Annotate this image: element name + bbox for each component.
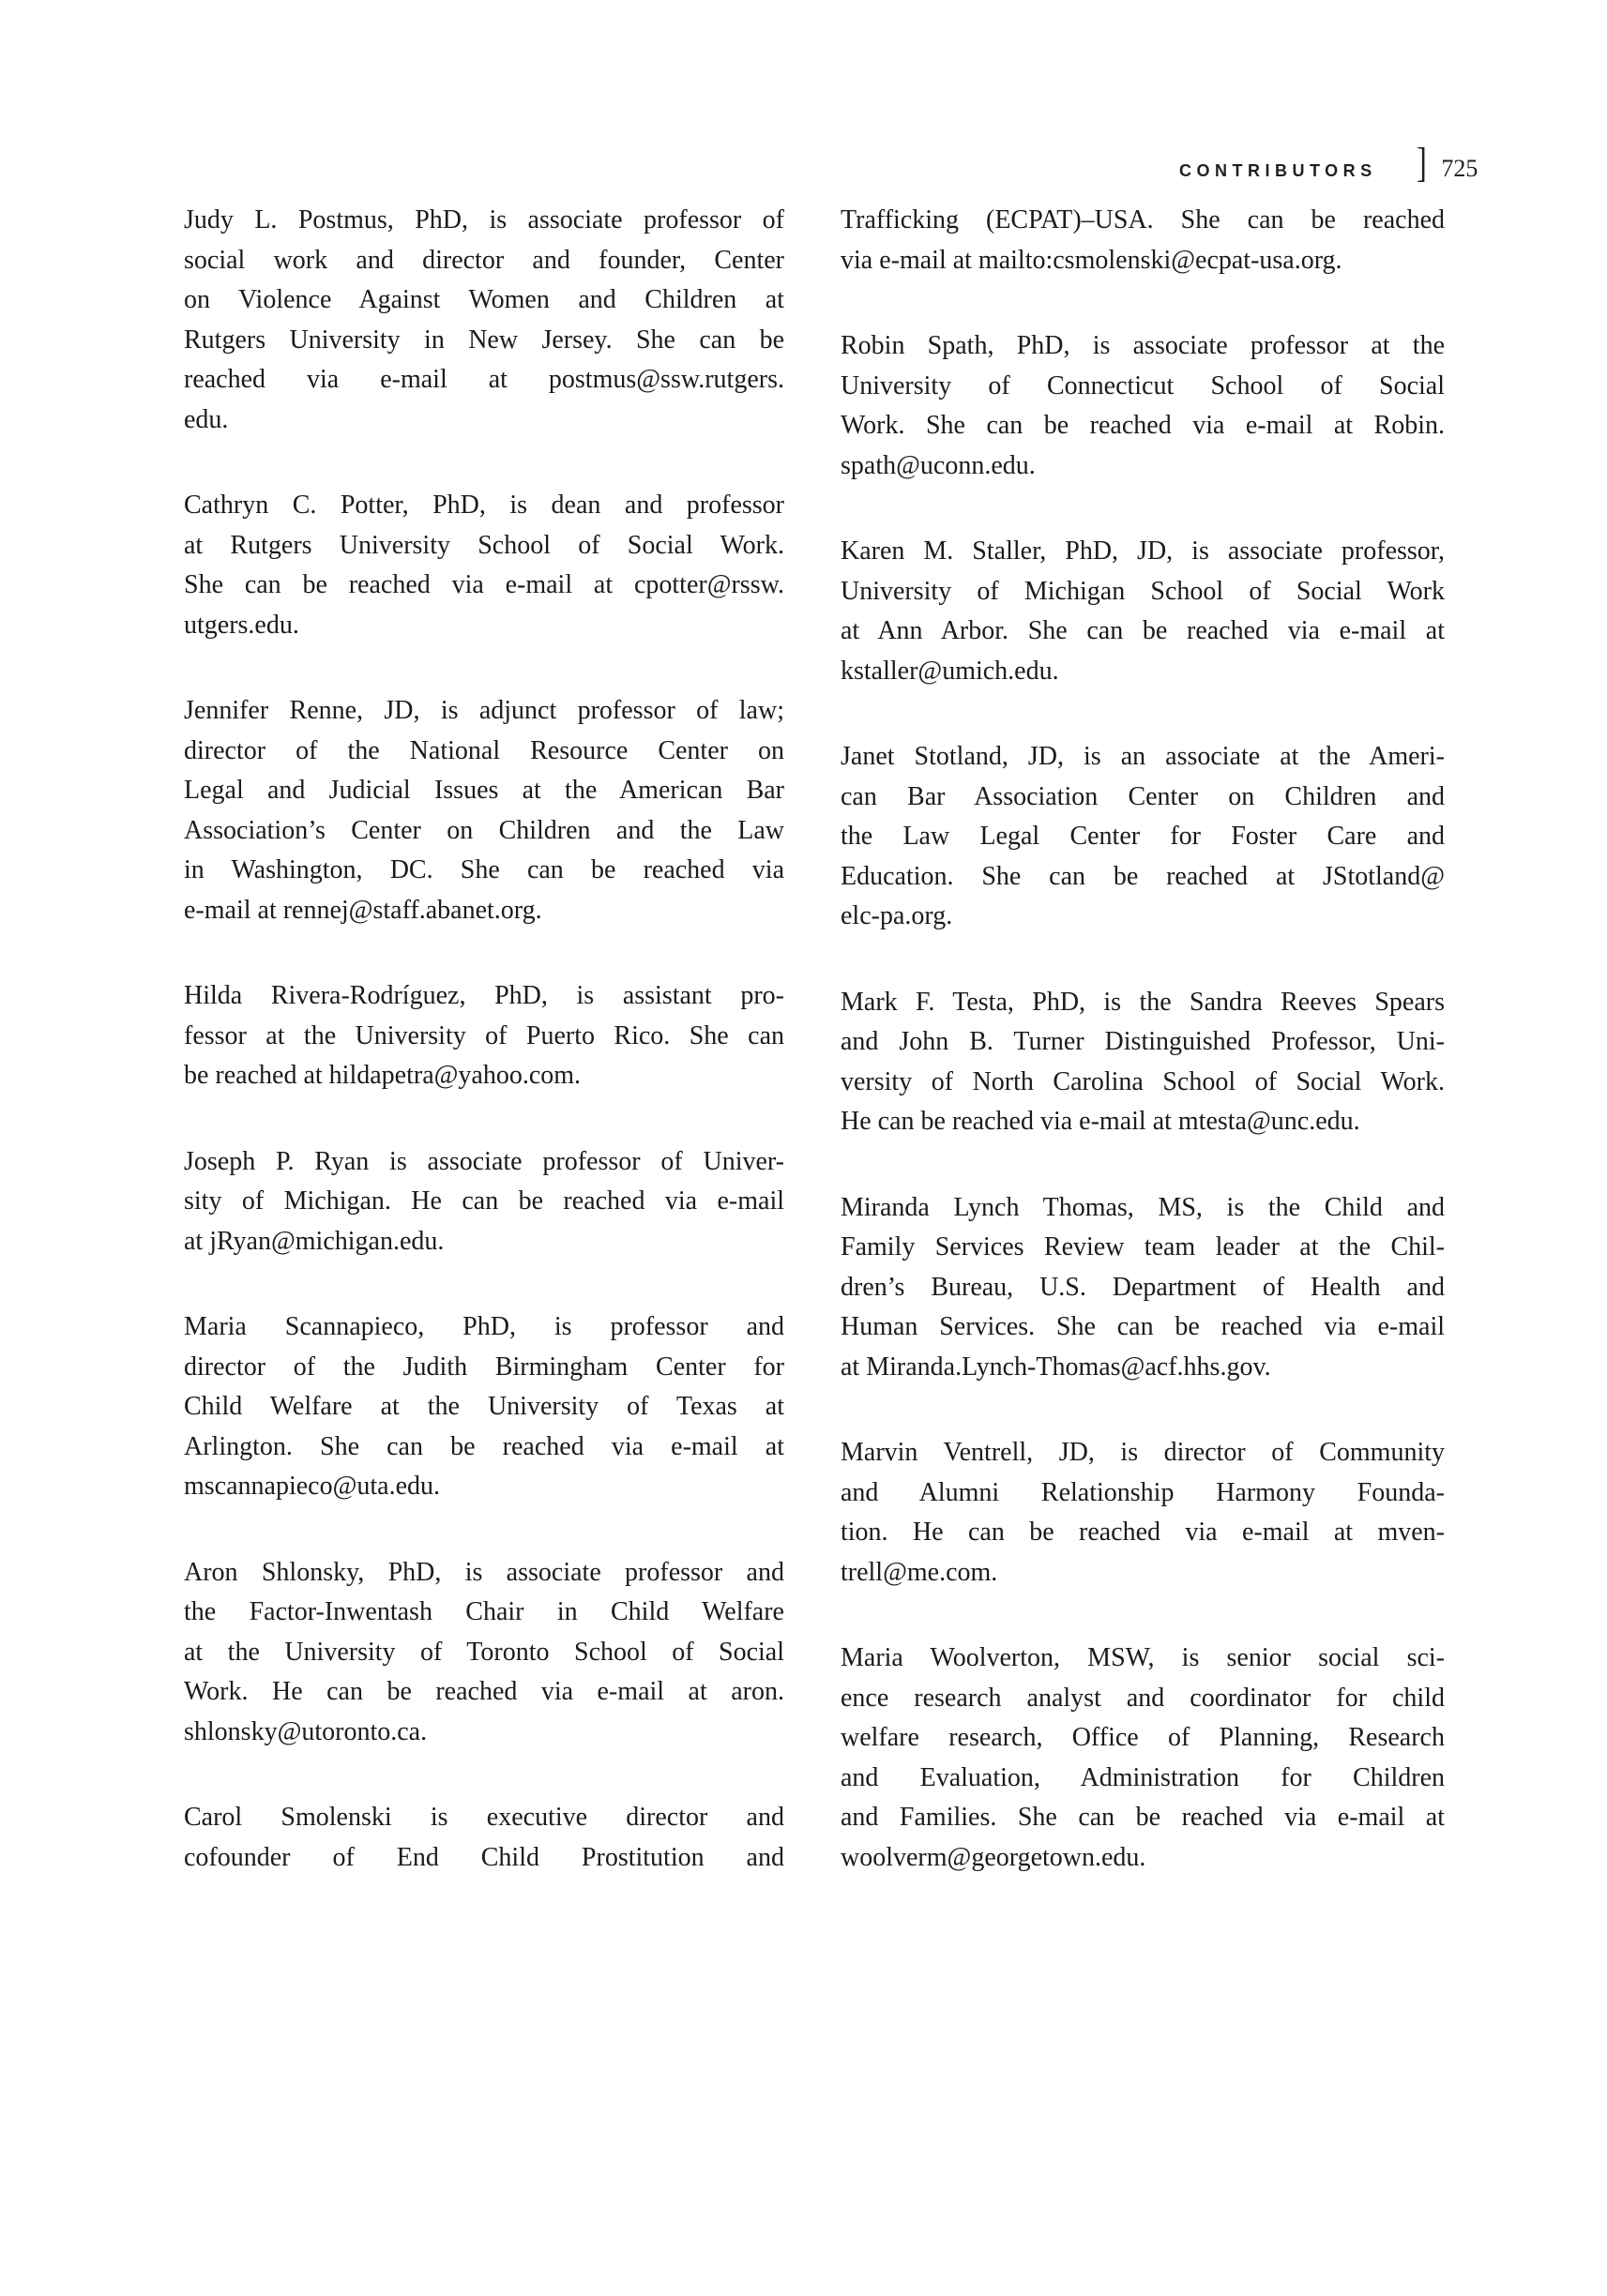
bio-text-line: on Violence Against Women and Children at [184, 285, 784, 314]
contributor-bio-ryan [184, 1142, 784, 1262]
contributor-bio-renne [184, 691, 784, 930]
contributor-bio-stotland [841, 737, 1445, 937]
bio-text-line: Judy L. Postmus, PhD, is associate professor of [184, 205, 784, 234]
bio-text-line: the Law Legal Center for Foster Care and [841, 822, 1445, 851]
bio-text-line: Work. He can be reached via e-mail at aron. [184, 1677, 784, 1706]
bio-text-line: edu. [184, 404, 229, 434]
bio-text-line: e-mail at rennej@staff.abanet.org. [184, 895, 542, 925]
bio-text-line: woolverm@georgetown.edu. [841, 1842, 1146, 1872]
bio-text-line: Human Services. She can be reached via e-mail [841, 1312, 1445, 1341]
bio-text-line: Maria Woolverton, MSW, is senior social sci- [841, 1643, 1445, 1672]
bio-text-line: and Families. She can be reached via e-mail at [841, 1803, 1445, 1832]
bio-text-line: at Rutgers University School of Social Work. [184, 530, 784, 560]
bio-text-line: Miranda Lynch Thomas, MS, is the Child and [841, 1192, 1445, 1222]
bio-text-line: be reached at hildapetra@yahoo.com. [184, 1061, 582, 1090]
contributor-bio-shlonsky [184, 1553, 784, 1753]
bio-text-line: shlonsky@utoronto.ca. [184, 1716, 428, 1746]
contributor-bio-smolenski [184, 1798, 784, 1878]
bio-text-line: in Washington, DC. She can be reached via [184, 855, 784, 884]
bio-text-line: at jRyan@michigan.edu. [184, 1226, 445, 1256]
bio-text-line: Child Welfare at the University of Texas at [184, 1392, 784, 1421]
right-column [841, 201, 1445, 1924]
bio-text-line: University of Connecticut School of Social [841, 370, 1445, 400]
contributor-bio-lynch-thomas [841, 1188, 1445, 1388]
bio-text-line: utgers.edu. [184, 610, 299, 640]
bio-text-line: dren’s Bureau, U.S. Department of Health and [841, 1272, 1445, 1302]
bio-text-line: can Bar Association Center on Children and [841, 781, 1445, 811]
bio-text-line: Association’s Center on Children and the Law [184, 815, 784, 845]
bio-text-line: ence research analyst and coordinator for child [841, 1683, 1445, 1713]
contributor-bio-rivera-rodriguez [184, 976, 784, 1096]
bio-text-line: Maria Scannapieco, PhD, is professor and [184, 1312, 784, 1341]
bio-text-line: kstaller@umich.edu. [841, 656, 1059, 686]
bio-text-line: social work and director and founder, Center [184, 245, 784, 275]
bio-text-line: and Evaluation, Administration for Children [841, 1762, 1445, 1792]
bio-text-line: tion. He can be reached via e-mail at mven- [841, 1518, 1445, 1547]
bio-text-line: mscannapieco@uta.edu. [184, 1472, 441, 1501]
bio-text-line: welfare research, Office of Planning, Research [841, 1723, 1445, 1752]
bio-text-line: He can be reached via e-mail at mtesta@unc.edu. [841, 1107, 1360, 1136]
contributor-bio-staller [841, 532, 1445, 691]
bio-text-line: director of the Judith Birmingham Center for [184, 1352, 784, 1382]
bio-text-line: Robin Spath, PhD, is associate professor at the [841, 331, 1445, 360]
bio-text-line: University of Michigan School of Social Work [841, 576, 1445, 606]
bio-text-line: trell@me.com. [841, 1557, 998, 1587]
contributor-bio-smolenski-continued [841, 201, 1445, 280]
contributor-bio-woolverton [841, 1639, 1445, 1878]
page-number: 725 [1441, 155, 1478, 182]
bio-text-line: Karen M. Staller, PhD, JD, is associate professor, [841, 536, 1445, 566]
bio-text-line: Aron Shlonsky, PhD, is associate professor and [184, 1557, 784, 1587]
bio-text-line: Mark F. Testa, PhD, is the Sandra Reeves Spears [841, 987, 1445, 1017]
bio-text-line: Education. She can be reached at JStotland@ [841, 861, 1445, 891]
bio-text-line: the Factor-Inwentash Chair in Child Welfare [184, 1597, 784, 1626]
contributor-bio-spath [841, 326, 1445, 486]
bio-text-line: Arlington. She can be reached via e-mail at [184, 1431, 784, 1461]
bio-text-line: cofounder of End Child Prostitution and [184, 1842, 784, 1872]
bio-text-line: spath@uconn.edu. [841, 450, 1036, 480]
bio-text-line: at Miranda.Lynch-Thomas@acf.hhs.gov. [841, 1352, 1271, 1382]
section-label: CONTRIBUTORS [1179, 161, 1377, 180]
bio-text-line: at Ann Arbor. She can be reached via e-mail at [841, 616, 1445, 645]
bio-text-line: She can be reached via e-mail at cpotter@rssw. [184, 570, 784, 599]
bio-text-line: reached via e-mail at postmus@ssw.rutgers. [184, 365, 784, 394]
bio-text-line: director of the National Resource Center on [184, 735, 784, 765]
bio-text-line: Trafficking (ECPAT)–USA. She can be reached [841, 205, 1445, 234]
bio-text-line: Joseph P. Ryan is associate professor of Univer- [184, 1146, 784, 1176]
bio-text-line: Rutgers University in New Jersey. She can be [184, 325, 784, 355]
contributor-bio-postmus [184, 201, 784, 440]
bio-text-line: via e-mail at mailto:csmolenski@ecpat-usa.org. [841, 245, 1342, 275]
contributor-bio-ventrell [841, 1433, 1445, 1593]
contributor-bio-potter [184, 486, 784, 645]
left-column [184, 201, 784, 1924]
bio-text-line: Marvin Ventrell, JD, is director of Community [841, 1438, 1445, 1467]
bio-text-line: sity of Michigan. He can be reached via e-mail [184, 1186, 784, 1216]
bio-text-line: Janet Stotland, JD, is an associate at the Ameri- [841, 742, 1445, 771]
page-header [1179, 139, 1478, 187]
contributor-bio-scannapieco [184, 1307, 784, 1507]
bio-text-line: elc-pa.org. [841, 901, 953, 930]
bio-text-line: Legal and Judicial Issues at the American Bar [184, 776, 784, 805]
bio-text-line: at the University of Toronto School of Social [184, 1637, 784, 1667]
header-bracket: ] [1416, 140, 1427, 186]
contributor-bio-testa [841, 983, 1445, 1142]
bio-text-line: and John B. Turner Distinguished Professor, Uni- [841, 1027, 1445, 1056]
bio-text-line: fessor at the University of Puerto Rico. She can [184, 1020, 784, 1050]
bio-text-line: Family Services Review team leader at the Chil- [841, 1232, 1445, 1261]
bio-text-line: Cathryn C. Potter, PhD, is dean and professor [184, 491, 784, 520]
bio-text-line: and Alumni Relationship Harmony Founda- [841, 1477, 1445, 1507]
bio-text-line: versity of North Carolina School of Social Work. [841, 1066, 1445, 1096]
bio-text-line: Hilda Rivera-Rodríguez, PhD, is assistant pro- [184, 981, 784, 1010]
bio-text-line: Carol Smolenski is executive director and [184, 1803, 784, 1832]
bio-text-line: Jennifer Renne, JD, is adjunct professor of law; [184, 696, 784, 725]
bio-text-line: Work. She can be reached via e-mail at Robin. [841, 411, 1445, 440]
